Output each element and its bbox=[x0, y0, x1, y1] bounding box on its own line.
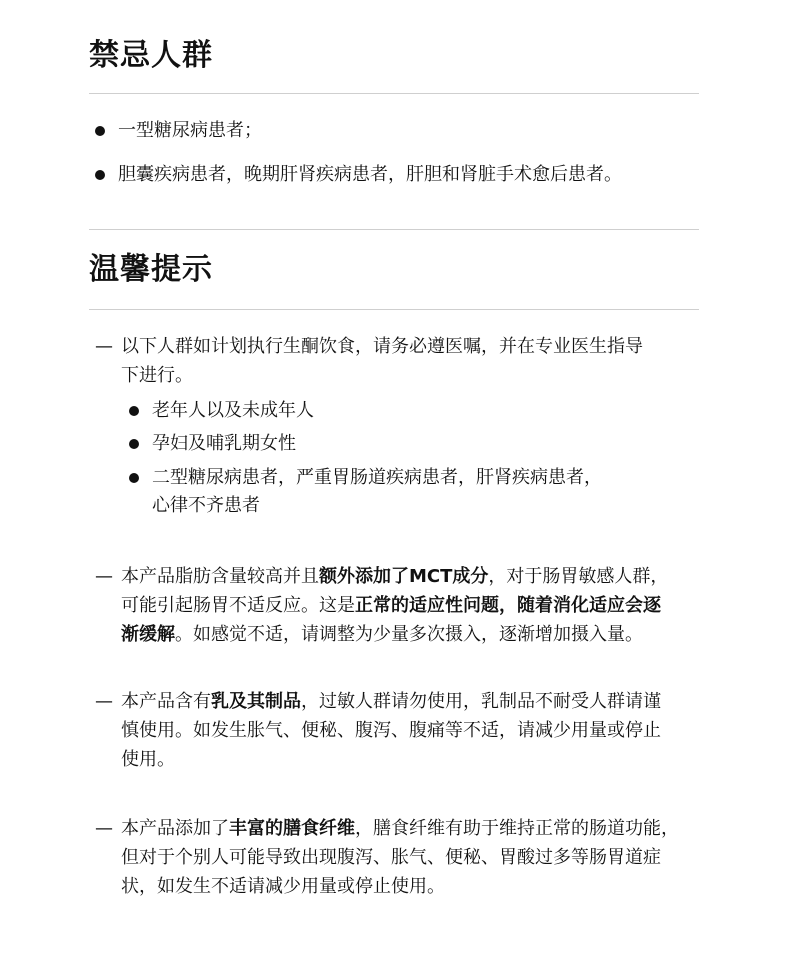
tip-note-line bbox=[121, 591, 668, 620]
tip-note bbox=[121, 332, 643, 390]
dash-marker: — bbox=[95, 566, 113, 587]
text: 可能引起肠胃不适反应。这是 bbox=[121, 595, 355, 616]
dash-marker: — bbox=[95, 691, 113, 712]
tip-subitem: 二型糖尿病患者，严重胃肠道疾病患者，肝肾疾病患者， bbox=[152, 467, 602, 488]
tip-note-line: 但对于个别人可能导致出现腹泻、胀气、便秘、胃酸过多等肠胃道症 bbox=[121, 847, 661, 868]
tip-note-line: 慎使用。如发生胀气、便秘、腹泻、腹痛等不适，请减少用量或停止 bbox=[121, 720, 661, 741]
text: 本产品含有 bbox=[121, 691, 211, 712]
tip-note-line: 状，如发生不适请减少用量或停止使用。 bbox=[121, 876, 445, 897]
bullet-dot bbox=[129, 473, 139, 483]
tip-subitem-continuation: 心律不齐患者 bbox=[152, 495, 260, 516]
contraindication-item: 一型糖尿病患者； bbox=[118, 120, 262, 141]
tip-subitem: 老年人以及未成年人 bbox=[152, 400, 314, 421]
tip-note-line bbox=[121, 814, 679, 843]
tip-note-line bbox=[121, 620, 668, 649]
emphasis-text: 正常的适应性问题，随着消化适应会逐 bbox=[355, 595, 661, 616]
dash-marker: — bbox=[95, 336, 113, 357]
tip-note-line bbox=[121, 562, 668, 591]
bullet-dot bbox=[129, 439, 139, 449]
tip-note-line: 以下人群如计划执行生酮饮食，请务必遵医嘱，并在专业医生指导 bbox=[121, 336, 643, 357]
dash-marker: — bbox=[95, 818, 113, 839]
bullet-dot bbox=[95, 126, 105, 136]
tips-title: 温馨提示 bbox=[89, 252, 213, 287]
tip-note bbox=[121, 814, 679, 901]
text: ，膳食纤维有助于维持正常的肠道功能， bbox=[355, 818, 679, 839]
tip-subitem: 孕妇及哺乳期女性 bbox=[152, 433, 296, 454]
tip-note-line bbox=[121, 687, 661, 716]
text: 。如感觉不适，请调整为少量多次摄入，逐渐增加摄入量。 bbox=[175, 624, 643, 645]
divider bbox=[89, 93, 699, 94]
divider bbox=[89, 229, 699, 230]
contraindications-title: 禁忌人群 bbox=[89, 38, 213, 73]
contraindication-item: 胆囊疾病患者，晚期肝肾疾病患者，肝胆和肾脏手术愈后患者。 bbox=[118, 164, 622, 185]
divider bbox=[89, 309, 699, 310]
text: 本产品添加了 bbox=[121, 818, 229, 839]
bullet-dot bbox=[129, 406, 139, 416]
tip-note-line: 使用。 bbox=[121, 749, 175, 770]
emphasis-text: 渐缓解 bbox=[121, 624, 175, 645]
bullet-dot bbox=[95, 170, 105, 180]
text: ，对于肠胃敏感人群， bbox=[488, 566, 669, 587]
tip-note-line: 下进行。 bbox=[121, 365, 193, 386]
emphasis-text: 额外添加了MCT成分 bbox=[319, 566, 489, 587]
tip-note bbox=[121, 562, 668, 649]
text: ，过敏人群请勿使用，乳制品不耐受人群请谨 bbox=[301, 691, 661, 712]
tip-note bbox=[121, 687, 661, 774]
emphasis-text: 丰富的膳食纤维 bbox=[229, 818, 355, 839]
text: 本产品脂肪含量较高并且 bbox=[121, 566, 319, 587]
emphasis-text: 乳及其制品 bbox=[211, 691, 301, 712]
